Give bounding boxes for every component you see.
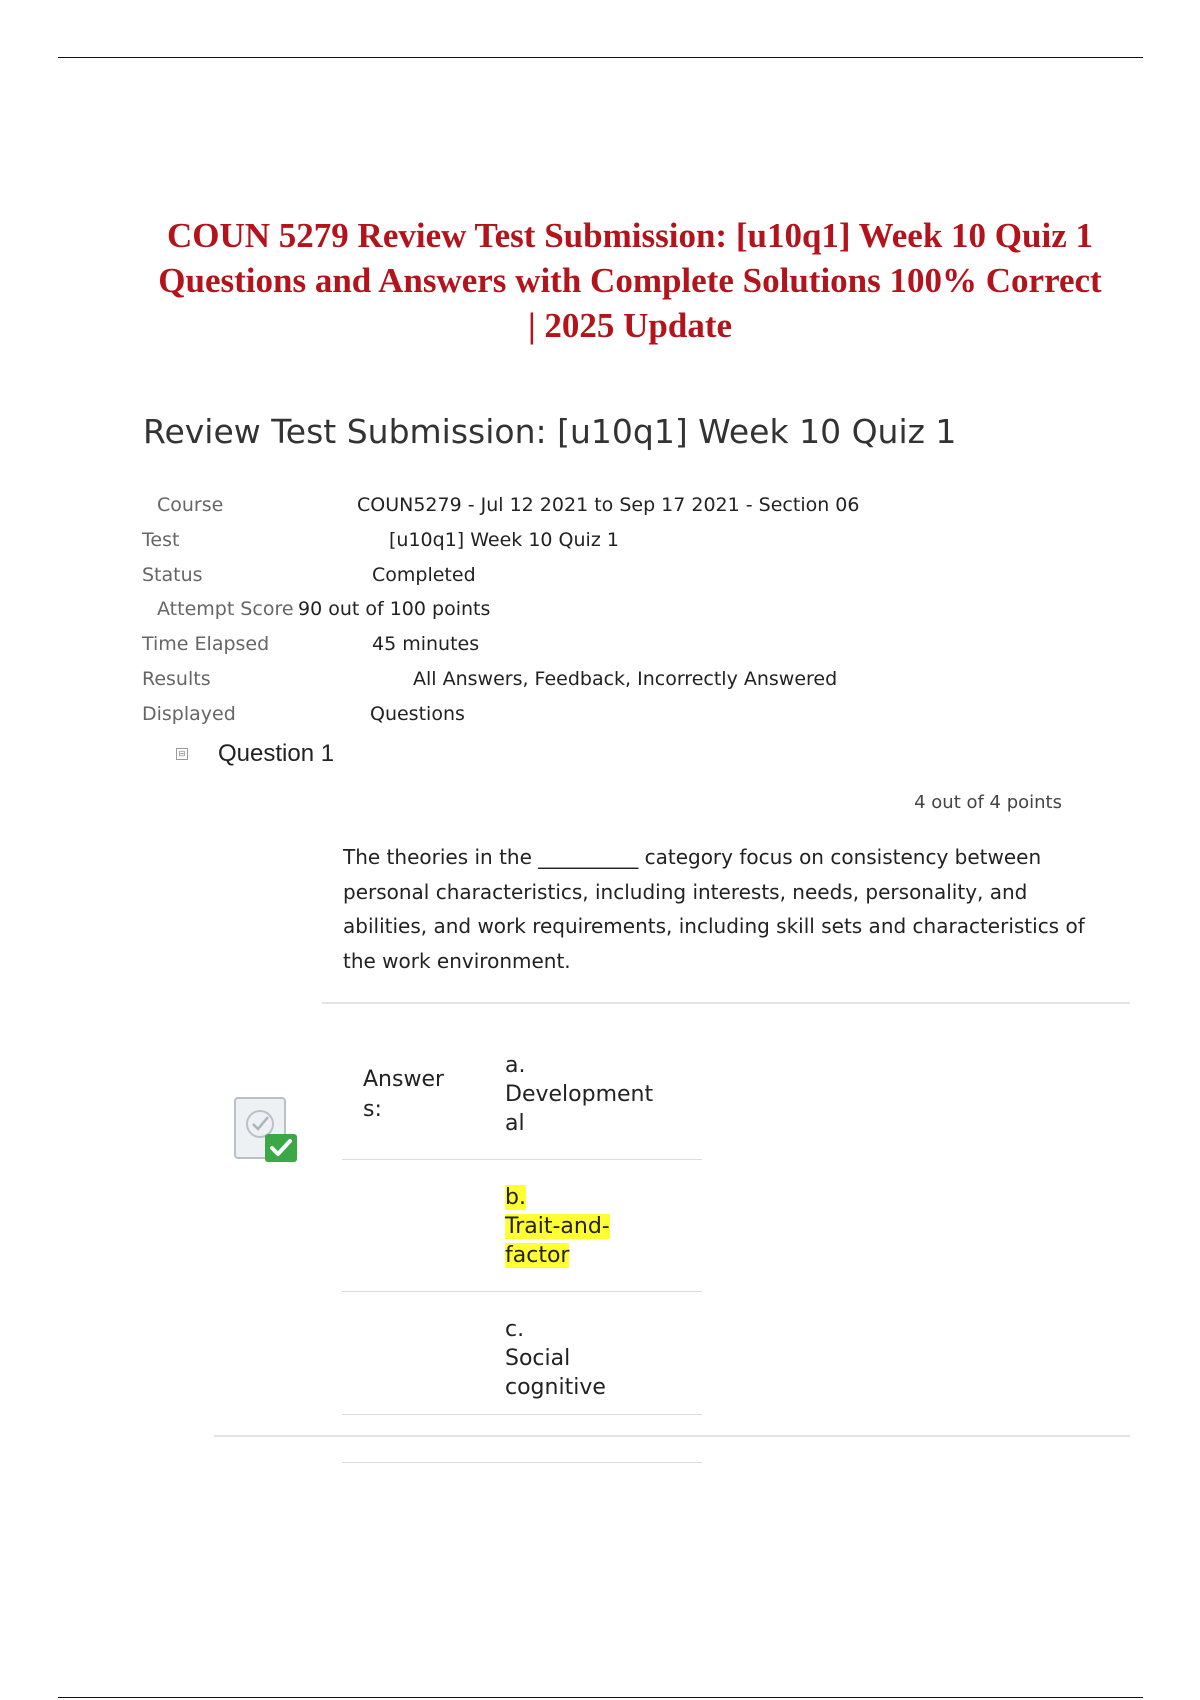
option-c-line-3: cognitive [505, 1375, 606, 1400]
status-label: Status [142, 564, 203, 586]
time-elapsed-label: Time Elapsed [142, 633, 270, 655]
test-value: [u10q1] Week 10 Quiz 1 [389, 529, 619, 551]
collapse-toggle-icon[interactable]: ⊟ [176, 748, 188, 760]
option-a-line-3: al [505, 1111, 525, 1136]
document-title-line-3: | 2025 Update [527, 306, 733, 345]
time-elapsed-value: 45 minutes [372, 633, 480, 655]
bottom-rule [58, 1697, 1143, 1698]
option-divider [342, 1414, 702, 1415]
question-end-divider [214, 1435, 1130, 1437]
attempt-score-label: Attempt Score [157, 598, 294, 620]
option-divider [342, 1159, 702, 1160]
answers-label-line-1: Answer [363, 1067, 445, 1092]
option-divider [342, 1291, 702, 1292]
option-c-line-1: c. [505, 1317, 525, 1342]
document-title [140, 213, 1120, 348]
question-header[interactable] [176, 740, 334, 768]
answer-option-b [505, 1183, 705, 1270]
correct-check-icon [233, 1096, 301, 1164]
attempt-score-value: 90 out of 100 points [297, 598, 491, 620]
results-value: All Answers, Feedback, Incorrectly Answered [413, 668, 838, 690]
displayed-label: Displayed [142, 703, 236, 725]
displayed-value: Questions [370, 703, 465, 725]
course-label: Course [157, 494, 224, 516]
question-divider [322, 1002, 1130, 1004]
answers-label [363, 1065, 473, 1125]
document-title-line-2: Questions and Answers with Complete Solutions 100% Correct [158, 261, 1102, 300]
results-label: Results [142, 668, 211, 690]
course-value: COUN5279 - Jul 12 2021 to Sep 17 2021 - Section 06 [357, 494, 860, 516]
option-a-line-2: Development [505, 1082, 654, 1107]
status-value: Completed [372, 564, 476, 586]
option-c-line-2: Social [505, 1346, 571, 1371]
option-a-line-1: a. [505, 1053, 526, 1078]
option-b-line-1: b. [505, 1185, 526, 1210]
option-divider [342, 1462, 702, 1463]
page-title: Review Test Submission: [u10q1] Week 10 Quiz 1 [143, 412, 957, 451]
attempt-score-row [157, 598, 490, 620]
option-b-line-3: factor [505, 1243, 570, 1268]
option-b-line-2: Trait-and- [505, 1214, 610, 1239]
answers-label-line-2: s: [363, 1097, 382, 1122]
top-rule [58, 57, 1143, 58]
question-text: The theories in the __________ category focus on consistency between personal characteristics, including interests, needs, personality, and abilities, and work requirements, including skill sets and characteristics of the work environment. [343, 845, 1085, 973]
test-label: Test [142, 529, 180, 551]
answer-option-c [505, 1315, 705, 1402]
document-title-line-1: COUN 5279 Review Test Submission: [u10q1] Week 10 Quiz 1 [167, 216, 1093, 255]
answer-option-a [505, 1051, 705, 1138]
question-points: 4 out of 4 points [914, 792, 1062, 813]
question-title: Question 1 [218, 740, 335, 767]
